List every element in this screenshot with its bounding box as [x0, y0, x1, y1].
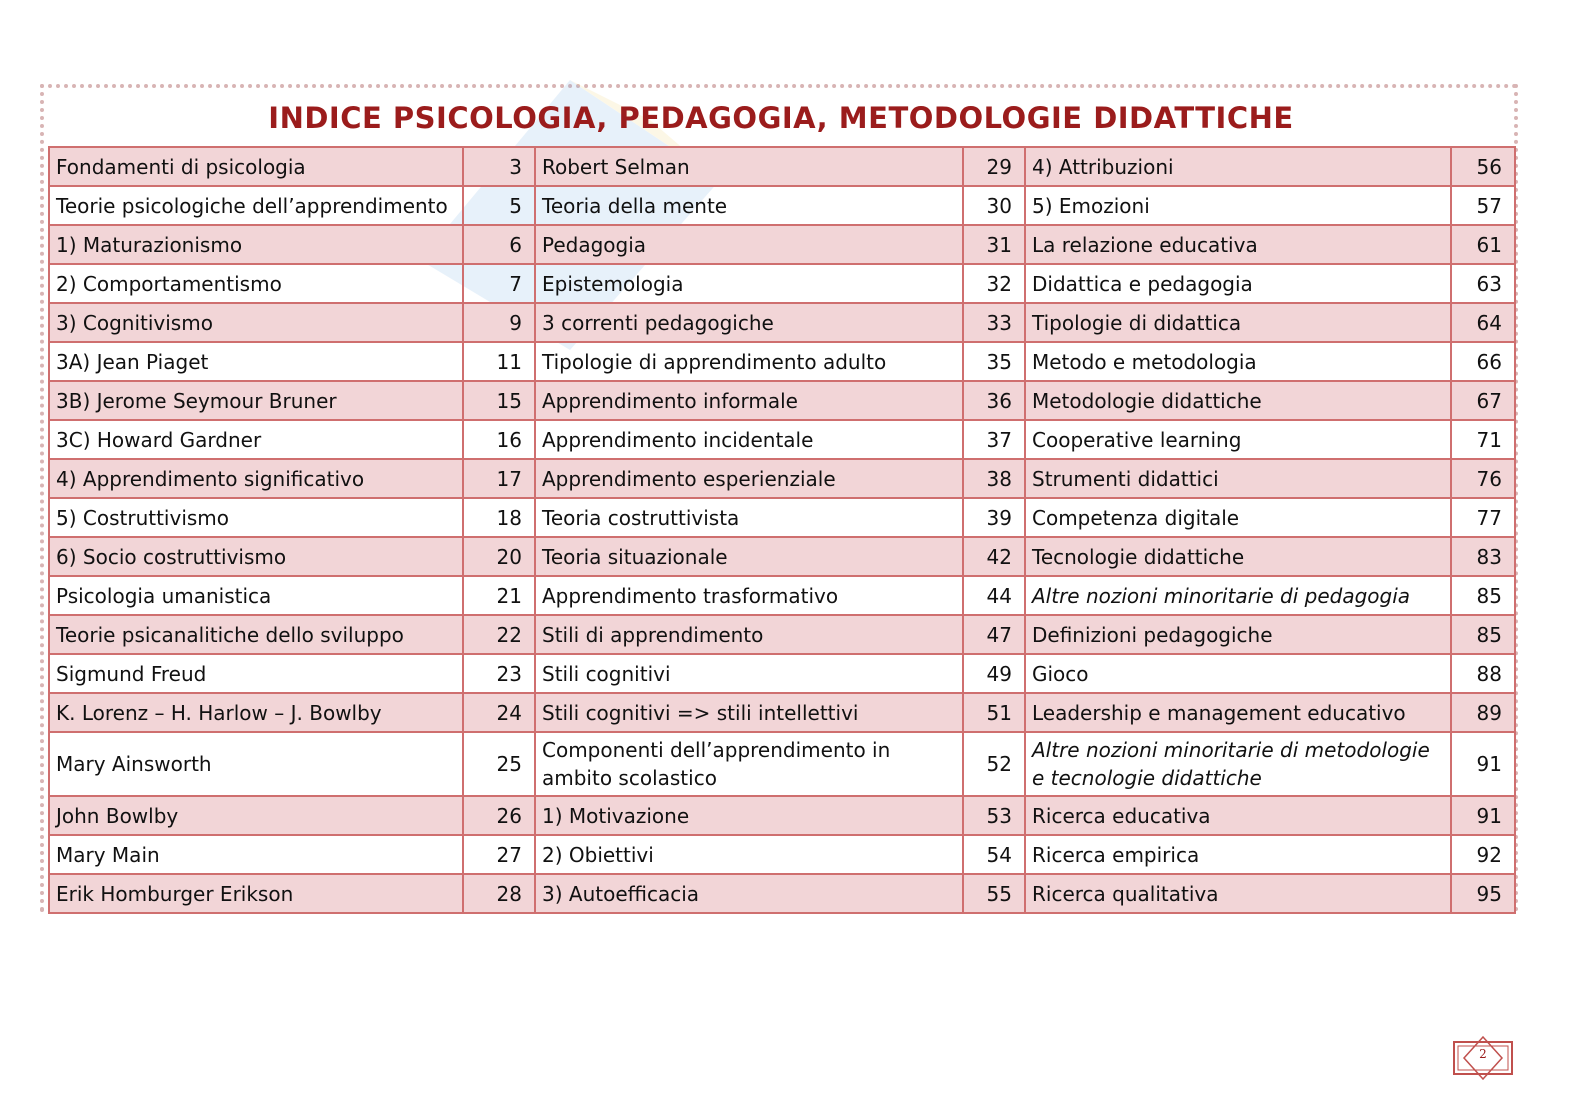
- index-entry-page: 28: [463, 874, 535, 913]
- index-entry-title: 6) Socio costruttivismo: [49, 537, 463, 576]
- index-table: [48, 146, 1516, 914]
- index-entry-title: Mary Main: [49, 835, 463, 874]
- index-entry-title: 4) Attribuzioni: [1025, 147, 1451, 186]
- index-entry-page: 51: [963, 693, 1025, 732]
- page-number-badge: [1452, 1036, 1514, 1080]
- index-entry-page: 24: [463, 693, 535, 732]
- table-row: [49, 576, 1515, 615]
- table-row: [49, 303, 1515, 342]
- page-number: 2: [1479, 1047, 1487, 1061]
- index-entry-page: 35: [963, 342, 1025, 381]
- table-row: [49, 835, 1515, 874]
- table-row: [49, 264, 1515, 303]
- index-entry-page: 25: [463, 732, 535, 796]
- index-entry-page: 27: [463, 835, 535, 874]
- index-entry-page: 77: [1451, 498, 1515, 537]
- index-entry-title: Altre nozioni minoritarie di pedagogia: [1025, 576, 1451, 615]
- index-entry-title: Metodo e metodologia: [1025, 342, 1451, 381]
- table-row: [49, 537, 1515, 576]
- index-entry-title: 3B) Jerome Seymour Bruner: [49, 381, 463, 420]
- index-entry-title: 4) Apprendimento significativo: [49, 459, 463, 498]
- index-entry-title: 2) Comportamentismo: [49, 264, 463, 303]
- page-title: INDICE PSICOLOGIA, PEDAGOGIA, METODOLOGIE DIDATTICHE: [268, 101, 1294, 135]
- index-entry-title: Definizioni pedagogiche: [1025, 615, 1451, 654]
- index-entry-page: 20: [463, 537, 535, 576]
- table-row: [49, 654, 1515, 693]
- table-row: [49, 147, 1515, 186]
- index-entry-title: John Bowlby: [49, 796, 463, 835]
- index-entry-page: 9: [463, 303, 535, 342]
- index-entry-title: Componenti dell’apprendimento in ambito scolastico: [535, 732, 963, 796]
- index-entry-title: Competenza digitale: [1025, 498, 1451, 537]
- index-entry-page: 31: [963, 225, 1025, 264]
- index-entry-page: 37: [963, 420, 1025, 459]
- index-entry-title: Sigmund Freud: [49, 654, 463, 693]
- index-entry-title: Ricerca educativa: [1025, 796, 1451, 835]
- index-entry-page: 88: [1451, 654, 1515, 693]
- table-row: [49, 796, 1515, 835]
- table-row: [49, 186, 1515, 225]
- index-entry-title: Cooperative learning: [1025, 420, 1451, 459]
- index-entry-page: 95: [1451, 874, 1515, 913]
- index-entry-title: Altre nozioni minoritarie di metodologie e tecnologie didattiche: [1025, 732, 1451, 796]
- index-entry-page: 91: [1451, 796, 1515, 835]
- table-row: [49, 498, 1515, 537]
- index-entry-page: 56: [1451, 147, 1515, 186]
- index-entry-page: 44: [963, 576, 1025, 615]
- index-entry-page: 7: [463, 264, 535, 303]
- index-entry-title: Strumenti didattici: [1025, 459, 1451, 498]
- index-entry-title: Robert Selman: [535, 147, 963, 186]
- table-row: [49, 615, 1515, 654]
- table-row: [49, 342, 1515, 381]
- index-entry-page: 53: [963, 796, 1025, 835]
- index-entry-page: 33: [963, 303, 1025, 342]
- index-entry-page: 55: [963, 874, 1025, 913]
- index-entry-title: Tipologie di didattica: [1025, 303, 1451, 342]
- index-entry-title: Teorie psicanalitiche dello sviluppo: [49, 615, 463, 654]
- index-entry-page: 3: [463, 147, 535, 186]
- index-entry-title: Fondamenti di psicologia: [49, 147, 463, 186]
- index-entry-title: 5) Emozioni: [1025, 186, 1451, 225]
- index-entry-page: 18: [463, 498, 535, 537]
- index-entry-title: Apprendimento incidentale: [535, 420, 963, 459]
- index-entry-page: 61: [1451, 225, 1515, 264]
- index-entry-title: Tipologie di apprendimento adulto: [535, 342, 963, 381]
- index-entry-title: Teoria situazionale: [535, 537, 963, 576]
- index-entry-page: 17: [463, 459, 535, 498]
- index-entry-title: Apprendimento esperienziale: [535, 459, 963, 498]
- index-entry-title: 3 correnti pedagogiche: [535, 303, 963, 342]
- index-entry-title: K. Lorenz – H. Harlow – J. Bowlby: [49, 693, 463, 732]
- index-entry-title: 1) Motivazione: [535, 796, 963, 835]
- index-entry-title: Gioco: [1025, 654, 1451, 693]
- index-entry-page: 71: [1451, 420, 1515, 459]
- table-row: [49, 732, 1515, 796]
- table-row: [49, 225, 1515, 264]
- index-entry-title: 3A) Jean Piaget: [49, 342, 463, 381]
- index-entry-title: Leadership e management educativo: [1025, 693, 1451, 732]
- index-entry-page: 47: [963, 615, 1025, 654]
- index-entry-title: 1) Maturazionismo: [49, 225, 463, 264]
- index-entry-title: Teoria costruttivista: [535, 498, 963, 537]
- index-entry-page: 22: [463, 615, 535, 654]
- index-entry-title: Teoria della mente: [535, 186, 963, 225]
- index-entry-page: 85: [1451, 576, 1515, 615]
- index-entry-title: 5) Costruttivismo: [49, 498, 463, 537]
- index-entry-page: 83: [1451, 537, 1515, 576]
- index-entry-title: Mary Ainsworth: [49, 732, 463, 796]
- index-entry-page: 16: [463, 420, 535, 459]
- index-entry-title: Ricerca empirica: [1025, 835, 1451, 874]
- index-entry-title: Metodologie didattiche: [1025, 381, 1451, 420]
- index-entry-page: 39: [963, 498, 1025, 537]
- index-entry-page: 63: [1451, 264, 1515, 303]
- index-entry-title: 3C) Howard Gardner: [49, 420, 463, 459]
- index-entry-page: 26: [463, 796, 535, 835]
- index-table-body: [49, 147, 1515, 913]
- index-entry-page: 76: [1451, 459, 1515, 498]
- index-entry-page: 67: [1451, 381, 1515, 420]
- index-entry-page: 6: [463, 225, 535, 264]
- index-entry-page: 92: [1451, 835, 1515, 874]
- index-entry-page: 49: [963, 654, 1025, 693]
- index-entry-page: 36: [963, 381, 1025, 420]
- index-entry-title: 3) Cognitivismo: [49, 303, 463, 342]
- index-entry-title: Epistemologia: [535, 264, 963, 303]
- index-entry-page: 30: [963, 186, 1025, 225]
- index-entry-title: Stili cognitivi: [535, 654, 963, 693]
- index-entry-page: 91: [1451, 732, 1515, 796]
- table-row: [49, 693, 1515, 732]
- index-entry-page: 32: [963, 264, 1025, 303]
- table-row: [49, 420, 1515, 459]
- index-entry-page: 57: [1451, 186, 1515, 225]
- index-entry-title: Stili cognitivi => stili intellettivi: [535, 693, 963, 732]
- index-entry-title: 2) Obiettivi: [535, 835, 963, 874]
- index-entry-title: Psicologia umanistica: [49, 576, 463, 615]
- index-entry-title: Ricerca qualitativa: [1025, 874, 1451, 913]
- index-entry-page: 85: [1451, 615, 1515, 654]
- index-entry-page: 52: [963, 732, 1025, 796]
- index-entry-title: Stili di apprendimento: [535, 615, 963, 654]
- index-entry-page: 64: [1451, 303, 1515, 342]
- index-entry-title: 3) Autoefficacia: [535, 874, 963, 913]
- index-entry-title: Apprendimento trasformativo: [535, 576, 963, 615]
- index-entry-page: 23: [463, 654, 535, 693]
- index-entry-title: La relazione educativa: [1025, 225, 1451, 264]
- index-entry-page: 21: [463, 576, 535, 615]
- index-entry-title: Apprendimento informale: [535, 381, 963, 420]
- index-entry-page: 29: [963, 147, 1025, 186]
- index-entry-page: 38: [963, 459, 1025, 498]
- index-entry-title: Pedagogia: [535, 225, 963, 264]
- index-entry-page: 11: [463, 342, 535, 381]
- index-entry-page: 15: [463, 381, 535, 420]
- index-entry-page: 66: [1451, 342, 1515, 381]
- index-entry-page: 89: [1451, 693, 1515, 732]
- table-row: [49, 381, 1515, 420]
- index-entry-page: 5: [463, 186, 535, 225]
- index-entry-title: Teorie psicologiche dell’apprendimento: [49, 186, 463, 225]
- index-entry-title: Didattica e pedagogia: [1025, 264, 1451, 303]
- table-row: [49, 874, 1515, 913]
- index-entry-title: Tecnologie didattiche: [1025, 537, 1451, 576]
- table-row: [49, 459, 1515, 498]
- index-entry-title: Erik Homburger Erikson: [49, 874, 463, 913]
- index-entry-page: 42: [963, 537, 1025, 576]
- index-entry-page: 54: [963, 835, 1025, 874]
